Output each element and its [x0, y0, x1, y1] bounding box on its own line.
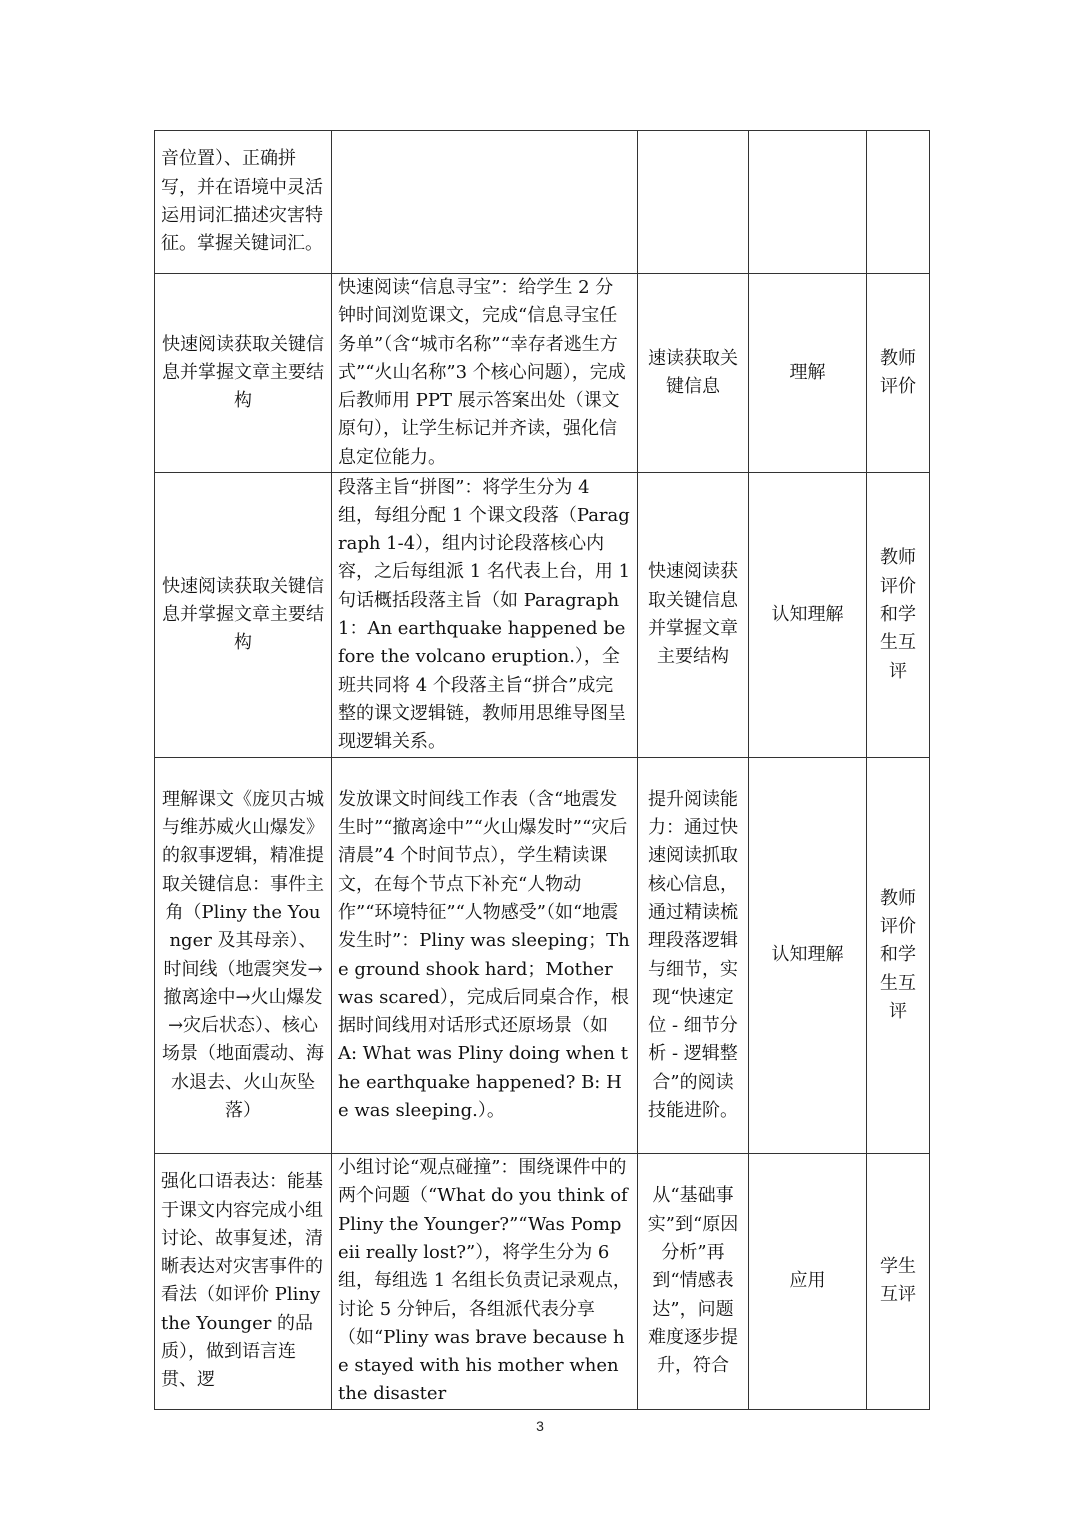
activity-cell: 发放课文时间线工作表（含“地震发生时”“撤离途中”“火山爆发时”“灾后清晨”4 个时间节点），学生精读课文，在每个节点下补充“人物动作”“环境特征”“人物感受”（如“地震发生时”：Pliny was sleeping；The ground shook hard；Mother was scared），完成后同桌合作，根据时间线用对话形式还原场景（如 A: What was Pliny doing when the earthquake happened? B: He was sleeping.）。	[332, 758, 638, 1154]
ability-cell: 认知理解	[749, 758, 867, 1154]
objective-cell: 快速阅读获取关键信息并掌握文章主要结构	[155, 473, 332, 758]
ability-cell: 应用	[749, 1154, 867, 1410]
activity-cell	[332, 131, 638, 274]
objective-cell: 快速阅读获取关键信息并掌握文章主要结构	[155, 274, 332, 473]
table-row	[155, 1154, 930, 1410]
objective-cell: 音位置）、正确拼写，并在语境中灵活运用词汇描述灾害特征。掌握关键词汇。	[155, 131, 332, 274]
intent-cell	[638, 131, 749, 274]
intent-cell: 速读获取关键信息	[638, 274, 749, 473]
objective-cell: 强化口语表达：能基于课文内容完成小组讨论、故事复述，清晰表达对灾害事件的看法（如评价 Pliny the Younger 的品质），做到语言连贯、逻	[155, 1154, 332, 1410]
table-row	[155, 274, 930, 473]
table-row	[155, 473, 930, 758]
evaluation-cell: 教师评价和学生互评	[867, 758, 930, 1154]
evaluation-cell: 教师评价和学生互评	[867, 473, 930, 758]
table-row	[155, 131, 930, 274]
evaluation-cell	[867, 131, 930, 274]
ability-cell	[749, 131, 867, 274]
intent-cell: 快速阅读获取关键信息并掌握文章主要结构	[638, 473, 749, 758]
page-number: 3	[536, 1418, 544, 1434]
objective-cell: 理解课文《庞贝古城与维苏威火山爆发》的叙事逻辑，精准提取关键信息：事件主角（Pliny the Younger 及其母亲）、时间线（地震突发→撤离途中→火山爆发→灾后状态）、核心场景（地面震动、海水退去、火山灰坠落）	[155, 758, 332, 1154]
evaluation-cell: 学生互评	[867, 1154, 930, 1410]
evaluation-cell: 教师评价	[867, 274, 930, 473]
intent-cell: 提升阅读能力：通过快速阅读抓取核心信息，通过精读梳理段落逻辑与细节，实现“快速定位 - 细节分析 - 逻辑整合”的阅读技能进阶。	[638, 758, 749, 1154]
ability-cell: 认知理解	[749, 473, 867, 758]
ability-cell: 理解	[749, 274, 867, 473]
lesson-plan-table	[154, 130, 930, 1410]
intent-cell: 从“基础事实”到“原因分析”再到“情感表达”，问题难度逐步提升，符合	[638, 1154, 749, 1410]
activity-cell: 段落主旨“拼图”：将学生分为 4 组，每组分配 1 个课文段落（Paragraph 1-4），组内讨论段落核心内容，之后每组派 1 名代表上台，用 1 句话概括段落主旨（如 Paragraph 1：An earthquake happened before the volcano eruption.），全班共同将 4 个段落主旨“拼合”成完整的课文逻辑链，教师用思维导图呈现逻辑关系。	[332, 473, 638, 758]
table-row	[155, 758, 930, 1154]
activity-cell: 小组讨论“观点碰撞”：围绕课件中的两个问题（“What do you think of Pliny the Younger?”“Was Pompeii really lost?”），将学生分为 6 组，每组选 1 名组长负责记录观点，讨论 5 分钟后，各组派代表分享（如“Pliny was brave because he stayed with his mother when the disaster	[332, 1154, 638, 1410]
activity-cell: 快速阅读“信息寻宝”：给学生 2 分钟时间浏览课文，完成“信息寻宝任务单”（含“城市名称”“幸存者逃生方式”“火山名称”3 个核心问题），完成后教师用 PPT 展示答案出处（课文原句），让学生标记并齐读，强化信息定位能力。	[332, 274, 638, 473]
